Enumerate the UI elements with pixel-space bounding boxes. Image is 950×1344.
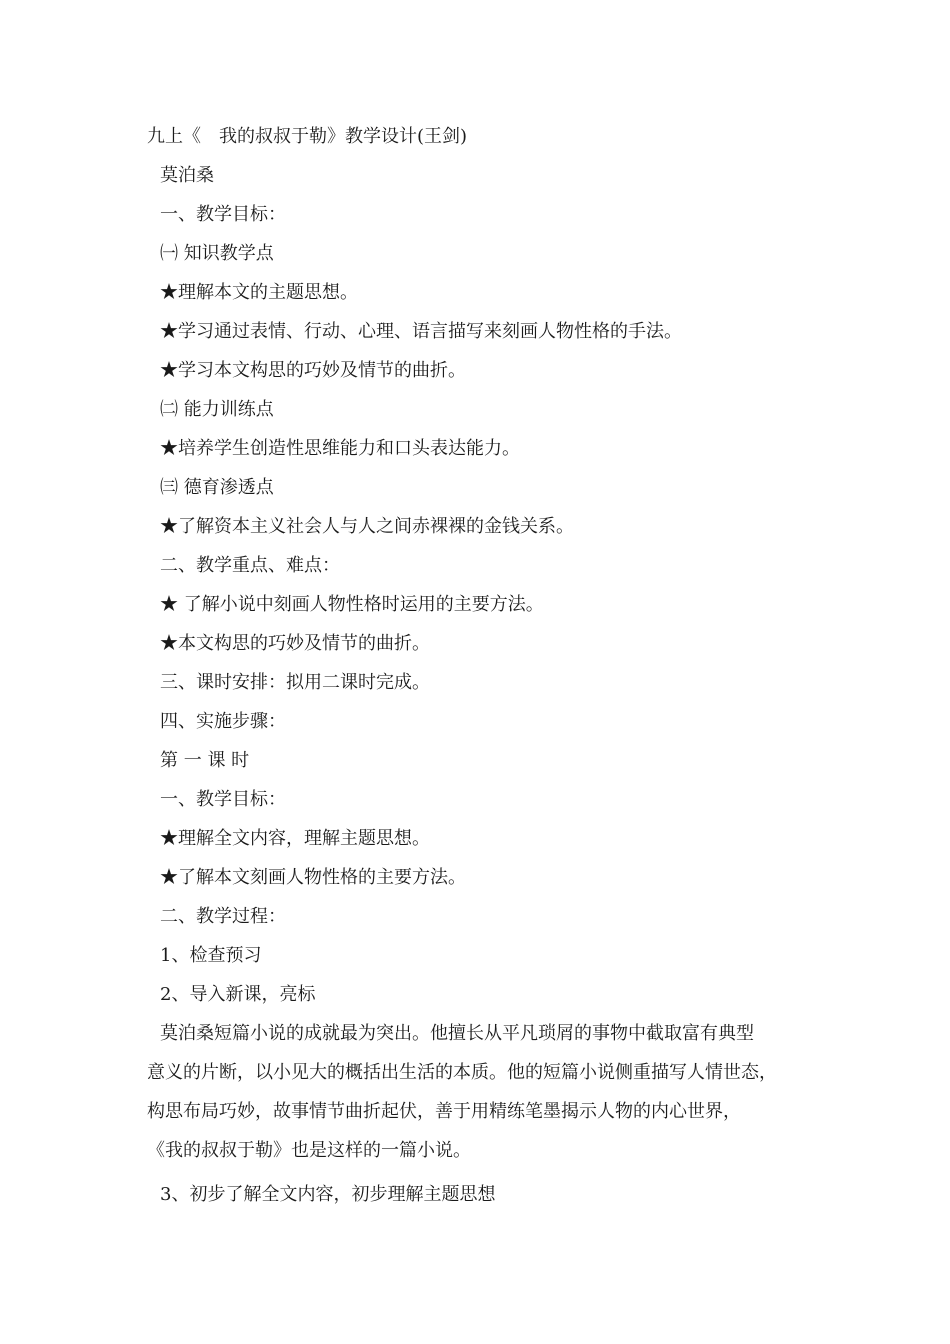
section-heading: 一、教学目标： bbox=[160, 789, 286, 810]
subsection-heading: ㈢ 德育渗透点 bbox=[160, 477, 274, 498]
bullet-item: ★理解本文的主题思想。 bbox=[160, 282, 358, 303]
subsection-heading: ㈠ 知识教学点 bbox=[160, 243, 274, 264]
document-title: 九上《 我的叔叔于勒》教学设计(王剑) bbox=[147, 126, 468, 147]
bullet-item: ★学习通过表情、行动、心理、语言描写来刻画人物性格的手法。 bbox=[160, 321, 682, 342]
section-heading: 二、教学过程： bbox=[160, 906, 286, 927]
paragraph-line: 《我的叔叔于勒》也是这样的一篇小说。 bbox=[147, 1140, 471, 1161]
section-heading: 一、教学目标： bbox=[160, 204, 286, 225]
bullet-item: ★ 了解小说中刻画人物性格时运用的主要方法。 bbox=[160, 594, 544, 615]
bullet-item: ★了解本文刻画人物性格的主要方法。 bbox=[160, 867, 466, 888]
step-item: 2、导入新课，亮标 bbox=[160, 984, 316, 1005]
paragraph-line: 构思布局巧妙，故事情节曲折起伏，善于用精练笔墨揭示人物的内心世界， bbox=[147, 1101, 741, 1122]
step-item: 1、检查预习 bbox=[160, 945, 262, 966]
bullet-item: ★学习本文构思的巧妙及情节的曲折。 bbox=[160, 360, 466, 381]
subsection-heading: ㈡ 能力训练点 bbox=[160, 399, 274, 420]
section-heading: 四、实施步骤： bbox=[160, 711, 286, 732]
lesson-heading: 第 一 课 时 bbox=[160, 750, 250, 771]
author-line: 莫泊桑 bbox=[160, 165, 214, 186]
bullet-item: ★培养学生创造性思维能力和口头表达能力。 bbox=[160, 438, 520, 459]
section-heading: 二、教学重点、难点： bbox=[160, 555, 340, 576]
paragraph-line: 莫泊桑短篇小说的成就最为突出。他擅长从平凡琐屑的事物中截取富有典型 bbox=[160, 1023, 754, 1044]
bullet-item: ★理解全文内容，理解主题思想。 bbox=[160, 828, 430, 849]
bullet-item: ★了解资本主义社会人与人之间赤裸裸的金钱关系。 bbox=[160, 516, 574, 537]
step-item: 3、初步了解全文内容，初步理解主题思想 bbox=[160, 1184, 496, 1205]
section-heading: 三、课时安排：拟用二课时完成。 bbox=[160, 672, 430, 693]
paragraph-line: 意义的片断，以小见大的概括出生活的本质。他的短篇小说侧重描写人情世态， bbox=[147, 1062, 777, 1083]
bullet-item: ★本文构思的巧妙及情节的曲折。 bbox=[160, 633, 430, 654]
